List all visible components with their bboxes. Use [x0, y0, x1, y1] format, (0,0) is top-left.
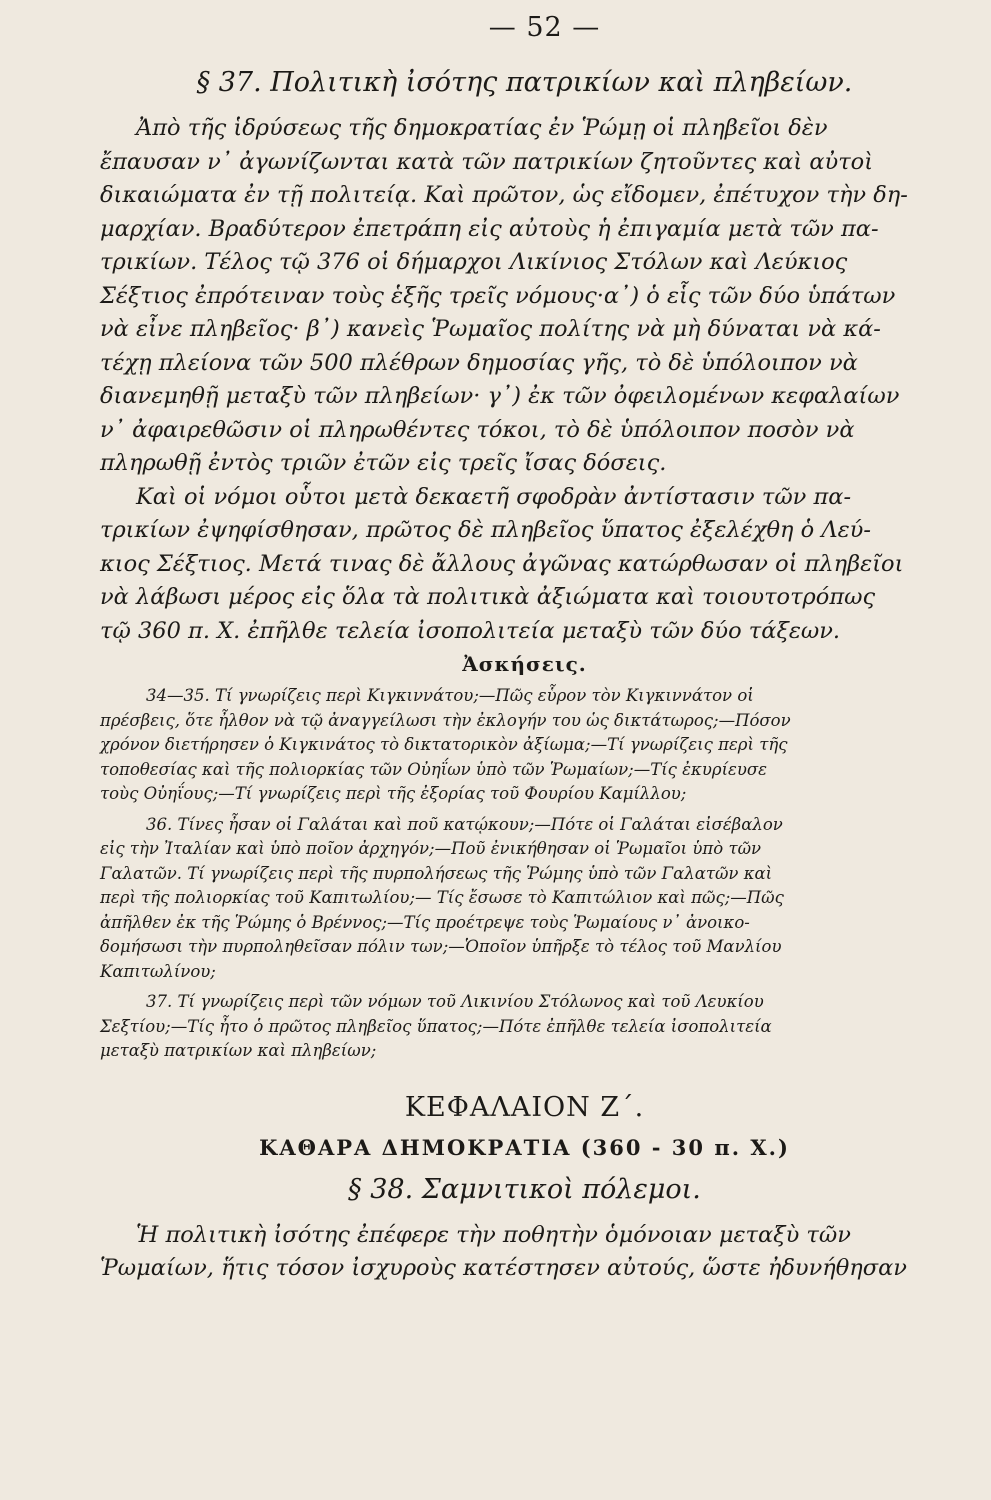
text-line: Ῥωμαίων, ἥτις τόσον ἰσχυροὺς κατέστησεν αὐτούς, ὥστε ἠδυνήθησαν	[100, 1255, 907, 1281]
text-line: πληρωθῇ ἐντὸς τριῶν ἐτῶν εἰς τρεῖς ἴσας δόσεις.	[100, 450, 667, 476]
text-line: νὰ λάβωσι μέρος εἰς ὅλα τὰ πολιτικὰ ἀξιώματα καὶ τοιουτοτρόπως	[100, 584, 876, 610]
exercise-37	[100, 990, 949, 1064]
page-number: — 52 —	[488, 12, 601, 43]
exercise-line: Γαλατῶν. Τί γνωρίζεις περὶ τῆς πυρπολήσεως τῆς Ῥώμης ὑπὸ τῶν Γαλατῶν καὶ	[100, 863, 773, 883]
text-line: τρικίων ἐψηφίσθησαν, πρῶτος δὲ πληβεῖος ὕπατος ἐξελέχθη ὁ Λεύ-	[100, 517, 871, 543]
text-line: δικαιώματα ἐν τῇ πολιτείᾳ. Καὶ πρῶτον, ὡς εἴδομεν, ἐπέτυχον τὴν δη-	[100, 182, 908, 208]
exercise-line: τοποθεσίας καὶ τῆς πολιορκίας τῶν Οὐηΐων ὑπὸ τῶν Ῥωμαίων;—Τίς ἐκυρίευσε	[100, 759, 768, 779]
exercise-line: περὶ τῆς πολιορκίας τοῦ Καπιτωλίου;— Τίς ἔσωσε τὸ Καπιτώλιον καὶ πῶς;—Πῶς	[100, 888, 784, 907]
chapter-title: ΚΕΦΑΛΑΙΟΝ Ζ΄.	[404, 1091, 645, 1123]
text-line: ν᾽ ἀφαιρεθῶσιν οἱ πληρωθέντες τόκοι, τὸ δὲ ὑπόλοιπον ποσὸν νὰ	[100, 416, 855, 443]
text-line: τρικίων. Τέλος τῷ 376 οἱ δήμαρχοι Λικίνιος Στόλων καὶ Λεύκιος	[100, 249, 848, 275]
section-38-paragraph-1	[100, 1219, 949, 1286]
text-line: νὰ εἶνε πληβεῖος· β᾽) κανεὶς Ῥωμαῖος πολίτης νὰ μὴ δύναται νὰ κά-	[100, 316, 881, 342]
text-line: Ἀπὸ τῆς ἱδρύσεως τῆς δημοκρατίας ἐν Ῥώμῃ οἱ πληβεῖοι δὲν	[136, 115, 828, 141]
exercise-line: ἀπῆλθεν ἐκ τῆς Ῥώμης ὁ Βρέννος;—Τίς προέτρεψε τοὺς Ῥωμαίους ν᾽ ἀνοικο-	[100, 912, 750, 932]
section-38-title: § 38. Σαμνιτικοὶ πόλεμοι.	[348, 1173, 701, 1205]
text-line: τῷ 360 π. Χ. ἐπῆλθε τελεία ἰσοπολιτεία μεταξὺ τῶν δύο τάξεων.	[100, 617, 841, 644]
exercise-line: εἰς τὴν Ἰταλίαν καὶ ὑπὸ ποῖον ἀρχηγόν;—Ποῦ ἐνικήθησαν οἱ Ῥωμαῖοι ὑπὸ τῶν	[100, 839, 762, 858]
text-line: μαρχίαν. Βραδύτερον ἐπετράπη εἰς αὐτοὺς ἡ ἐπιγαμία μετὰ τῶν πα-	[100, 215, 879, 242]
text-line: Σέξτιος ἐπρότειναν τοὺς ἑξῆς τρεῖς νόμους·α᾽) ὁ εἷς τῶν δύο ὑπάτων	[100, 282, 896, 309]
exercise-line: χρόνον διετήρησεν ὁ Κιγκινάτος τὸ δικτατορικὸν ἀξίωμα;—Τί γνωρίζεις περὶ τῆς	[100, 735, 788, 754]
exercise-36	[100, 813, 949, 985]
text-line: κιος Σέξτιος. Μετά τινας δὲ ἄλλους ἀγῶνας κατώρθωσαν οἱ πληβεῖοι	[100, 550, 904, 577]
exercise-line: Σεξτίου;—Τίς ἦτο ὁ πρῶτος πληβεῖος ὕπατος;—Πότε ἐπῆλθε τελεία ἰσοπολιτεία	[100, 1016, 772, 1036]
exercise-line: δομήσωσι τὴν πυρποληθεῖσαν πόλιν των;—Ὁποῖον ὑπῆρξε τὸ τέλος τοῦ Μανλίου	[100, 937, 782, 956]
text-line: ἔπαυσαν ν᾽ ἀγωνίζωνται κατὰ τῶν πατρικίων ζητοῦντες καὶ αὐτοὶ	[100, 148, 874, 175]
exercises-heading: Ἀσκήσεις.	[462, 652, 587, 676]
exercise-line: πρέσβεις, ὅτε ἦλθον νὰ τῷ ἀναγγείλωσι τὴν ἐκλογήν του ὡς δικτάτωρος;—Πόσον	[100, 710, 791, 730]
exercise-line: 37. Τί γνωρίζεις περὶ τῶν νόμων τοῦ Λικινίου Στόλωνος καὶ τοῦ Λευκίου	[146, 992, 764, 1011]
text-line: τέχῃ πλείονα τῶν 500 πλέθρων δημοσίας γῆς, τὸ δὲ ὑπόλοιπον νὰ	[100, 349, 858, 376]
text-line: Καὶ οἱ νόμοι οὗτοι μετὰ δεκαετῆ σφοδρὰν ἀντίστασιν τῶν πα-	[136, 483, 852, 510]
text-line: διανεμηθῇ μεταξὺ τῶν πληβείων· γ᾽) ἐκ τῶν ὀφειλομένων κεφαλαίων	[100, 383, 900, 409]
section-37-paragraph-2	[100, 481, 949, 649]
section-37-paragraph-1	[100, 112, 949, 481]
exercise-line: 36. Τίνες ἦσαν οἱ Γαλάται καὶ ποῦ κατῴκουν;—Πότε οἱ Γαλάται εἰσέβαλον	[146, 814, 783, 834]
exercise-line: μεταξὺ πατρικίων καὶ πληβείων;	[100, 1041, 377, 1060]
section-37-title: § 37. Πολιτικὴ ἰσότης πατρικίων καὶ πληβείων.	[196, 67, 853, 98]
exercise-line: τοὺς Οὐηΐους;—Τί γνωρίζεις περὶ τῆς ἐξορίας τοῦ Φουρίου Καμίλλου;	[100, 784, 687, 803]
exercise-line: 34—35. Τί γνωρίζεις περὶ Κιγκιννάτου;—Πῶς εὗρον τὸν Κιγκιννάτον οἱ	[146, 686, 754, 705]
exercise-line: Καπιτωλίνου;	[100, 961, 216, 981]
exercise-34-35	[100, 684, 949, 807]
chapter-subtitle: ΚΑΘΑΡΑ ΔΗΜΟΚΡΑΤΙΑ (360 - 30 π. Χ.)	[259, 1134, 790, 1160]
text-line: Ἡ πολιτικὴ ἰσότης ἐπέφερε τὴν ποθητὴν ὁμόνοιαν μεταξὺ τῶν	[136, 1221, 851, 1248]
